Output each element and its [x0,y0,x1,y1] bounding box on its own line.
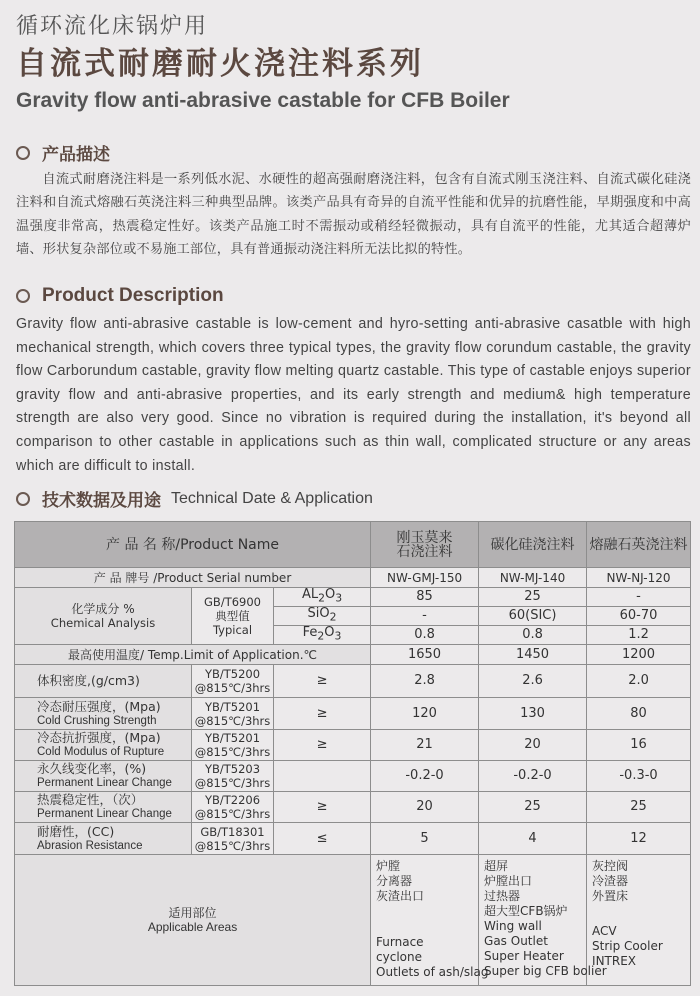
max-temp-row [15,645,691,665]
property-row [15,698,691,730]
serial-value: NW-GMJ-150 [371,568,479,588]
property-label: 冷态耐压强度，(Mpa) Cold Crushing Strength [15,698,192,730]
property-value: 80 [587,698,691,730]
table-header-row [15,522,691,568]
property-label: 冷态抗折强度，(Mpa) Cold Modulus of Rupture [15,730,192,761]
property-label: 永久线变化率，(%) Permanent Linear Change [15,761,192,792]
property-standard: YB/T5201 @815℃/3hrs [192,698,274,730]
serial-label: 产 品 牌号 /Product Serial number [15,568,371,588]
property-row [15,730,691,761]
property-row [15,761,691,792]
chem-formula-al2o3: $AL_2O_3$ [274,588,371,607]
property-value: 12 [587,823,691,855]
header-title-cn: 自流式耐磨耐火浇注料系列 [16,46,424,82]
circle-bullet-icon [16,146,30,160]
header-subtitle-cn: 循环流化床锅炉用 [16,14,209,39]
property-standard: YB/T2206 @815℃/3hrs [192,792,274,823]
applicable-label-en: Applicable Areas [147,920,238,934]
chem-value: - [371,607,479,626]
property-value: 25 [479,792,587,823]
spec-table [14,521,691,986]
property-value: 16 [587,730,691,761]
max-temp-value: 1650 [371,645,479,665]
header-title-en: Gravity flow anti-abrasive castable for CFB Boiler [16,89,510,112]
applicable-areas-col: 超屏 炉膛出口 过热器 超大型CFB锅炉 Wing wall Gas Outlet Super Heater Super big CFB bolier [479,855,587,986]
chem-value: 0.8 [371,626,479,645]
chem-formula-sio2: SiO$_2$ [274,607,371,626]
property-value: -0.3-0 [587,761,691,792]
chem-label-cn: 化学成分 % [71,602,135,616]
applicable-areas-row [15,855,691,986]
property-value: 2.6 [479,665,587,698]
property-symbol: ≥ [274,730,371,761]
applicable-areas-col: 灰控阀 冷渣器 外置床 ACV Strip Cooler INTREX [587,855,691,986]
property-label: 耐磨性，(CC) Abrasion Resistance [15,823,192,855]
property-standard: YB/T5200 @815℃/3hrs [192,665,274,698]
property-symbol [274,761,371,792]
max-temp-value: 1450 [479,645,587,665]
applicable-areas-label [15,855,371,986]
serial-value: NW-MJ-140 [479,568,587,588]
max-temp-value: 1200 [587,645,691,665]
property-symbol: ≤ [274,823,371,855]
property-symbol: ≥ [274,698,371,730]
section-title-en: Technical Date & Application [171,489,373,507]
applicable-label-cn: 适用部位 [168,906,217,920]
product-name-2: 碳化硅浇注料 [479,522,587,568]
property-value: 130 [479,698,587,730]
section-title: 产品描述 [42,145,110,165]
product-name-header: 产 品 名 称/Product Name [15,522,371,568]
chem-value: - [587,588,691,607]
section-cn-description [16,140,110,165]
chem-label [15,588,192,645]
property-row [15,792,691,823]
chem-value: 85 [371,588,479,607]
property-standard: YB/T5203 @815℃/3hrs [192,761,274,792]
property-value: 2.8 [371,665,479,698]
chem-value: 1.2 [587,626,691,645]
chem-value: 60-70 [587,607,691,626]
section-technical [16,486,373,511]
property-label: 体积密度,(g/cm3) [15,665,192,698]
property-value: 120 [371,698,479,730]
section-title-cn: 技术数据及用途 [42,491,161,511]
property-value: 21 [371,730,479,761]
section-en-description [16,285,224,307]
chem-value: 60(SIC) [479,607,587,626]
property-value: 2.0 [587,665,691,698]
circle-bullet-icon [16,289,30,303]
property-symbol: ≥ [274,792,371,823]
property-value: -0.2-0 [479,761,587,792]
property-label: 热震稳定性，（次） Permanent Linear Change [15,792,192,823]
product-name-1: 刚玉莫来 石浇注料 [371,522,479,568]
chem-row [15,588,691,607]
header [16,12,510,114]
chem-label-en: Chemical Analysis [50,616,156,630]
property-value: 4 [479,823,587,855]
product-name-3: 熔融石英浇注料 [587,522,691,568]
serial-value: NW-NJ-120 [587,568,691,588]
en-description-text: Gravity flow anti-abrasive castable is low-cement and hyro-setting anti-abrasive casatble with high mechanical strength, which covers three typical types, the gravity flow corundum castable, the gravity flow Carborundum castable, gravity flow melting quartz castable. This type of castable enjoys superior gravity flow and anti-abrasive properties, and its early strength and medium& high temperature strength are also very good. Since no vibration is required during the installation, it's beyond all comparison to other castable in applications such as thin wall, complicated structure or any areas which are difficult to install. [16,316,691,474]
max-temp-label: 最高使用温度/ Temp.Limit of Application.℃ [15,645,371,665]
chem-standard: GB/T6900 典型值 Typical [192,588,274,645]
section-title: Product Description [42,285,224,306]
property-value: 25 [587,792,691,823]
property-standard: YB/T5201 @815℃/3hrs [192,730,274,761]
property-value: 20 [479,730,587,761]
chem-value: 0.8 [479,626,587,645]
property-row [15,665,691,698]
property-value: 5 [371,823,479,855]
cn-description-text: 自流式耐磨浇注料是一系列低水泥、水硬性的超高强耐磨浇注料，包含有自流式刚玉浇注料、自流式碳化硅浇注料和自流式熔融石英浇注料三种典型品牌。该类产品具有奇异的自流平性能和优异的抗磨性能，早期强度和中高温强度非常高，热震稳定性好。该类产品施工时不需振动或稍经轻微振动，具有自流平的性能，尤其适合超薄炉墙、形状复杂部位或不易施工部位，具有普通振动浇注料所无法比拟的特性。 [16,172,691,258]
circle-bullet-icon [16,492,30,506]
property-value: 20 [371,792,479,823]
serial-row [15,568,691,588]
chem-formula-fe2o3: $Fe_2O_3$ [274,626,371,645]
property-row [15,823,691,855]
property-symbol: ≥ [274,665,371,698]
chem-value: 25 [479,588,587,607]
applicable-areas-col: 炉膛 分离器 灰渣出口 Furnace cyclone Outlets of ash/slag [371,855,479,986]
property-standard: GB/T18301 @815℃/3hrs [192,823,274,855]
property-value: -0.2-0 [371,761,479,792]
